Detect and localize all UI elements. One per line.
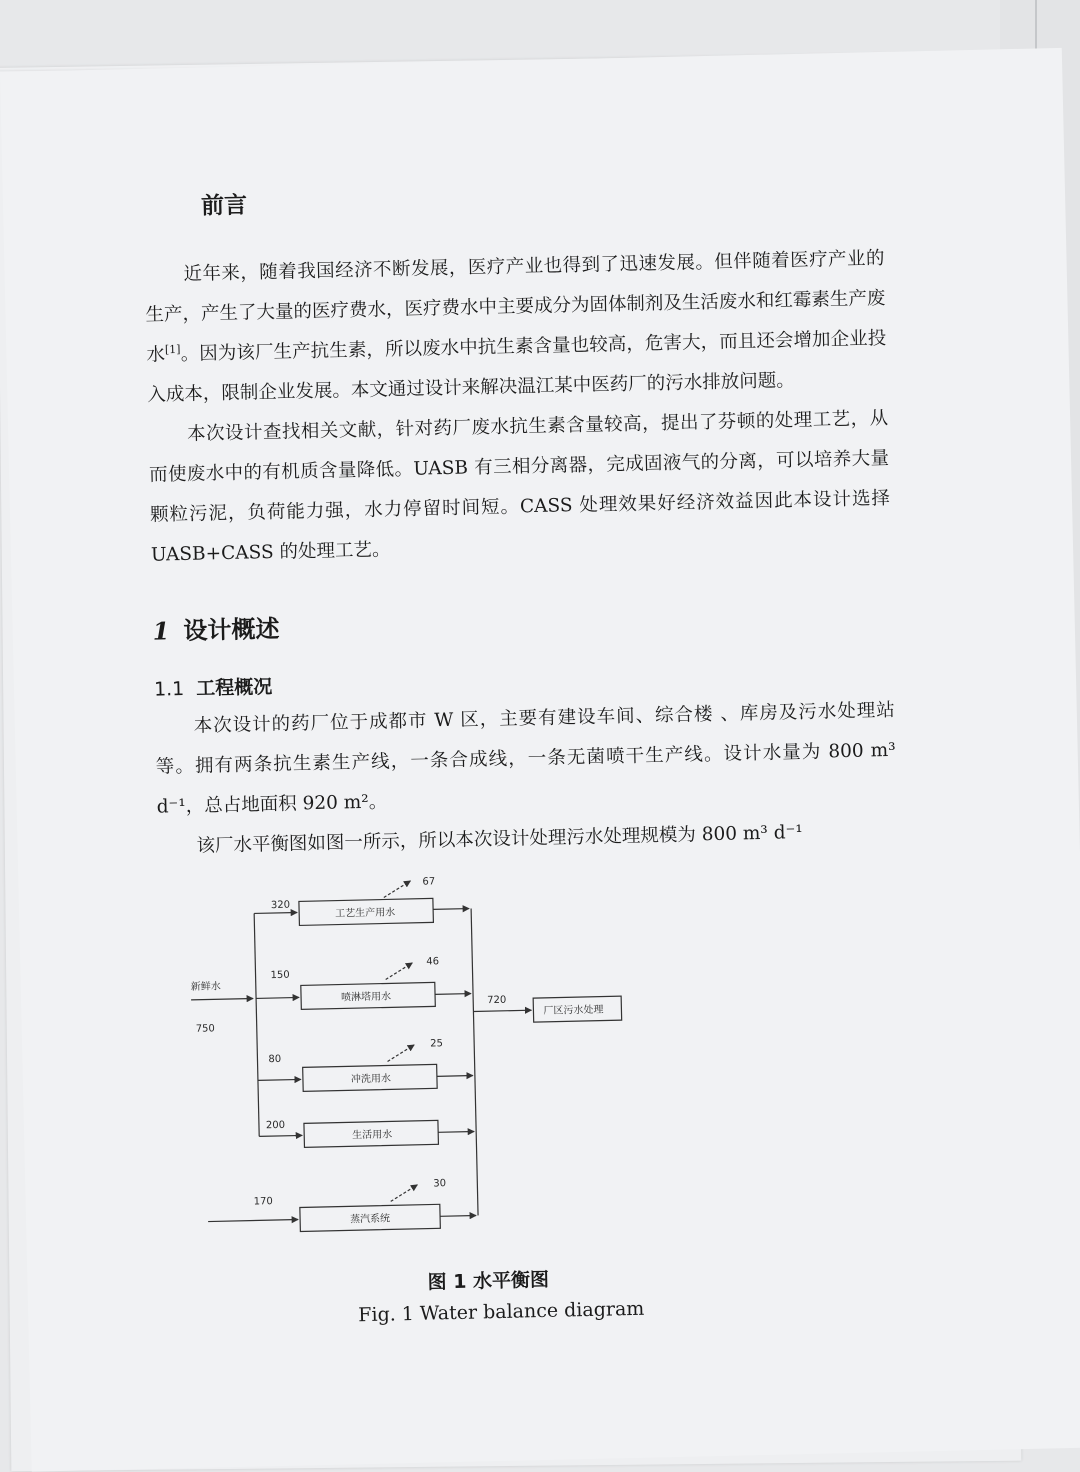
out-arrow-3 <box>437 1076 473 1077</box>
branch-arrow-5 <box>208 1220 298 1222</box>
loss-value: 46 <box>426 956 440 968</box>
box-label: 蒸汽系统 <box>350 1213 391 1226</box>
subsection-title: 工程概况 <box>196 675 273 700</box>
inlet-value: 750 <box>195 1023 215 1035</box>
water-balance-diagram <box>178 869 657 1260</box>
preface-paragraph-1-text: 近年来，随着我国经济不断发展，医疗产业也得到了迅速发展。但伴随着医疗产业的生产，产生了大量的医疗费水，医疗费水中主要成分为固体制剂及生活废水和红霉素生产废水 <box>145 247 886 366</box>
loss-value: 30 <box>433 1178 447 1190</box>
document-page <box>0 48 1080 1472</box>
outlet-label: 厂区污水处理 <box>543 1004 604 1017</box>
inflow-value: 320 <box>270 899 291 912</box>
page-content <box>143 172 898 868</box>
loss-arrow-5 <box>390 1185 417 1202</box>
preface-paragraph-1-tail: 。因为该厂生产抗生素，所以废水中抗生素含量也较高，危害大，而且还会增加企业投入成本，限制企业发展。本文通过设计来解决温江某中医药厂的污水排放问题。 <box>147 327 887 406</box>
loss-arrow-3 <box>387 1045 414 1062</box>
loss-value: 25 <box>430 1038 444 1050</box>
outlet-bus <box>471 909 478 1216</box>
figure-caption-zh: 图 1 水平衡图 <box>427 1268 550 1294</box>
out-arrow-4 <box>438 1132 474 1133</box>
box-label: 工艺生产用水 <box>335 907 396 920</box>
box-label: 冲洗用水 <box>350 1073 392 1086</box>
citation-ref: [1] <box>164 342 181 357</box>
box-label: 生活用水 <box>352 1129 393 1142</box>
out-arrow-2 <box>435 994 471 995</box>
branch-arrow-1 <box>254 912 297 913</box>
branch-arrow-4 <box>259 1135 302 1136</box>
section-number: 1 <box>152 616 170 646</box>
loss-arrow-2 <box>385 963 412 980</box>
section-heading <box>152 595 893 647</box>
figure-caption-en: Fig. 1 Water balance diagram <box>358 1297 645 1327</box>
inlet-arrow <box>191 998 253 999</box>
inflow-value: 150 <box>270 969 290 982</box>
inflow-value: 170 <box>253 1196 273 1208</box>
outlet-value: 720 <box>487 994 507 1007</box>
preface-paragraph-2: 本次设计查找相关文献，针对药厂废水抗生素含量较高，提出了芬顿的处理工艺，从而使废水中的有机质含量降低。UASB 有三相分离器，完成固液气的分离，可以培养大量颗粒污泥，负荷能力强，水力停留时间短。CASS 处理效果好经济效益因此本设计选择 UASB+CASS 的处理工艺。 <box>148 407 891 566</box>
branch-arrow-2 <box>256 997 299 998</box>
box-label: 喷淋塔用水 <box>340 991 392 1004</box>
inflow-value: 200 <box>265 1119 286 1132</box>
inlet-label: 新鲜水 <box>190 981 221 993</box>
overview-paragraph: 本次设计的药厂位于成都市 W 区，主要有建设车间、综合楼 、库房及污水处理站等。拥有两条抗生素生产线，一条合成线，一条无菌喷干生产线。设计水量为 800 m³ d⁻¹，总占地面积 920 m²。 <box>155 699 896 818</box>
branch-arrow-3 <box>258 1079 301 1080</box>
loss-arrow-1 <box>383 881 410 898</box>
outlet-arrow <box>473 1010 531 1011</box>
preface-paragraph-1 <box>144 239 887 416</box>
balance-paragraph: 该厂水平衡图如图一所示，所以本次设计处理污水处理规模为 800 m³ d⁻¹ <box>196 821 803 857</box>
diagram-canvas <box>178 869 657 1260</box>
out-arrow-5 <box>440 1215 476 1216</box>
section-title: 设计概述 <box>183 614 280 645</box>
preface-heading: 前言 <box>200 192 248 220</box>
subsection-number: 1.1 <box>153 677 185 701</box>
inflow-value: 80 <box>268 1053 282 1066</box>
out-arrow-1 <box>433 909 469 910</box>
inlet-bus <box>254 913 259 1136</box>
loss-value: 67 <box>422 876 436 888</box>
